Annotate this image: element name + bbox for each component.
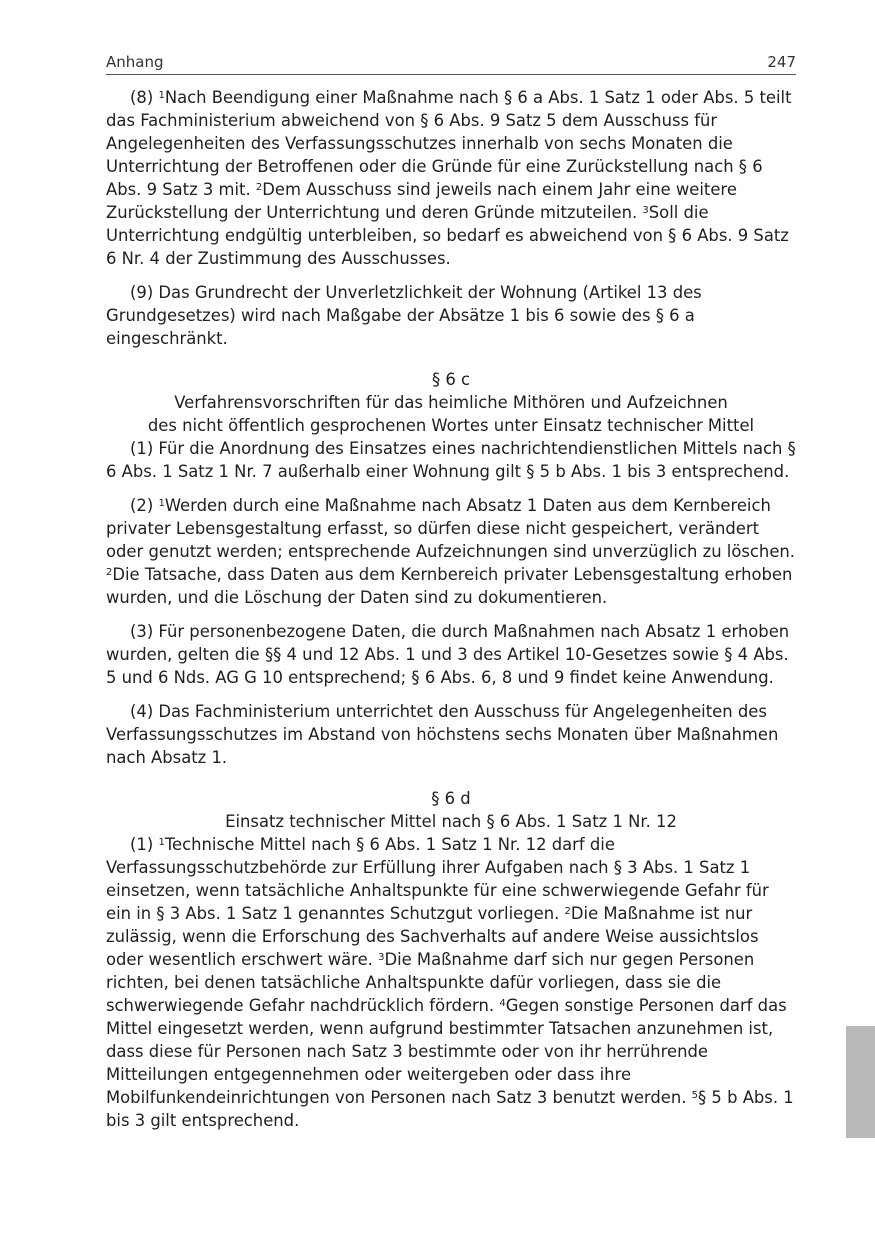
paragraph-9: (9) Das Grundrecht der Unverletzlichkeit der Wohnung (Artikel 13 des Grundgesetzes) wird nach Maßgabe der Absätze 1 bis 6 sowie des § 6 a eingeschränkt.	[106, 283, 702, 348]
page-body	[106, 86, 796, 1143]
page-number: 247	[767, 53, 796, 71]
section-6c-number: § 6 c	[431, 370, 471, 389]
section-6c-paragraph-4: (4) Das Fachministerium unterrichtet den Ausschuss für Angelegenheiten des Verfassungsschutzes im Abstand von höchstens sechs Monaten über Maßnahmen nach Absatz 1.	[106, 702, 779, 767]
sentence-number: 1	[158, 90, 165, 101]
section-6c-title-line-1: Verfahrensvorschriften für das heimliche Mithören und Aufzeichnen	[174, 393, 728, 412]
sentence-number: 5	[691, 1090, 699, 1101]
sentence-number: 4	[499, 998, 506, 1009]
header-section-title: Anhang	[106, 53, 164, 71]
sentence-number: 2	[106, 567, 113, 578]
paragraph-8: (8) $^1$Nach Beendigung einer Maßnahme nach § 6 a Abs. 1 Satz 1 oder Abs. 5 teilt das Fachministerium abweichend von § 6 Abs. 9 Satz 5 dem Ausschuss für Angelegenheiten des Verfassungsschutzes innerhalb von sechs Monaten die Unterrichtung der Betroffenen oder die Gründe für eine Zurückstellung nach § 6 Abs. 9 Satz 3 mit. $^2$Dem Ausschuss sind jeweils nach einem Jahr eine weitere Zurückstellung der Unterrichtung und deren Gründe mitzuteilen. $^3$Soll die Unterrichtung endgültig unterbleiben, so bedarf es abweichend von § 6 Abs. 9 Satz 6 Nr. 4 der Zustimmung des Ausschusses.	[106, 88, 792, 268]
sentence-number: 1	[158, 837, 165, 848]
running-header	[106, 50, 796, 75]
section-6c-paragraph-1: (1) Für die Anordnung des Einsatzes eines nachrichtendienstlichen Mittels nach § 6 Abs. 1 Satz 1 Nr. 7 außerhalb einer Wohnung gilt § 5 b Abs. 1 bis 3 entsprechend.	[106, 439, 796, 481]
section-6c-paragraph-3: (3) Für personenbezogene Daten, die durch Maßnahmen nach Absatz 1 erhoben wurden, gelten die §§ 4 und 12 Abs. 1 und 3 des Artikel 10-Gesetzes sowie § 4 Abs. 5 und 6 Nds. AG G 10 entsprechend; § 6 Abs. 6, 8 und 9 findet keine Anwendung.	[106, 622, 790, 687]
sentence-number: 2	[255, 182, 263, 193]
section-6d-title: Einsatz technischer Mittel nach § 6 Abs. 1 Satz 1 Nr. 12	[225, 812, 677, 831]
sentence-number: 1	[158, 498, 165, 509]
sentence-number: 2	[564, 906, 571, 917]
section-6d-number: § 6 d	[431, 789, 471, 808]
chapter-thumb-tab	[846, 1026, 875, 1138]
sentence-number: 3	[642, 205, 649, 216]
section-6c-paragraph-2: (2) $^1$Werden durch eine Maßnahme nach Absatz 1 Daten aus dem Kernbereich privater Lebensgestaltung erfasst, so dürfen diese nicht gespeichert, verändert oder genutzt werden; entsprechende Aufzeichnungen sind unverzüglich zu löschen. $^2$Die Tatsache, dass Daten aus dem Kernbereich privater Lebensgestaltung erhoben wurden, und die Löschung der Daten sind zu dokumentieren.	[106, 496, 795, 607]
sentence-number: 3	[378, 952, 385, 963]
section-6d-paragraph-1: (1) $^1$Technische Mittel nach § 6 Abs. 1 Satz 1 Nr. 12 darf die Verfassungsschutzbehörde zur Erfüllung ihrer Aufgaben nach § 3 Abs. 1 Satz 1 einsetzen, wenn tatsächliche Anhaltspunkte für eine schwerwiegende Gefahr für ein in § 3 Abs. 1 Satz 1 genanntes Schutzgut vorliegen. $^2$Die Maßnahme ist nur zulässig, wenn die Erforschung des Sachverhalts auf andere Weise aussichtslos oder wesentlich erschwert wäre. $^3$Die Maßnahme darf sich nur gegen Personen richten, bei denen tatsächliche Anhaltspunkte dafür vorliegen, dass sie die schwerwiegende Gefahr nachdrücklich fördern. $^4$Gegen sonstige Personen darf das Mittel eingesetzt werden, wenn aufgrund bestimmter Tatsachen anzunehmen ist, dass diese für Personen nach Satz 3 bestimmte oder von ihr herrührende Mitteilungen entgegennehmen oder weitergeben oder dass ihre Mobilfunkendeinrichtungen von Personen nach Satz 3 benutzt werden. $^5$§ 5 b Abs. 1 bis 3 gilt entsprechend.	[106, 835, 794, 1130]
section-6c-title-line-2: des nicht öffentlich gesprochenen Wortes unter Einsatz technischer Mittel	[147, 416, 755, 435]
